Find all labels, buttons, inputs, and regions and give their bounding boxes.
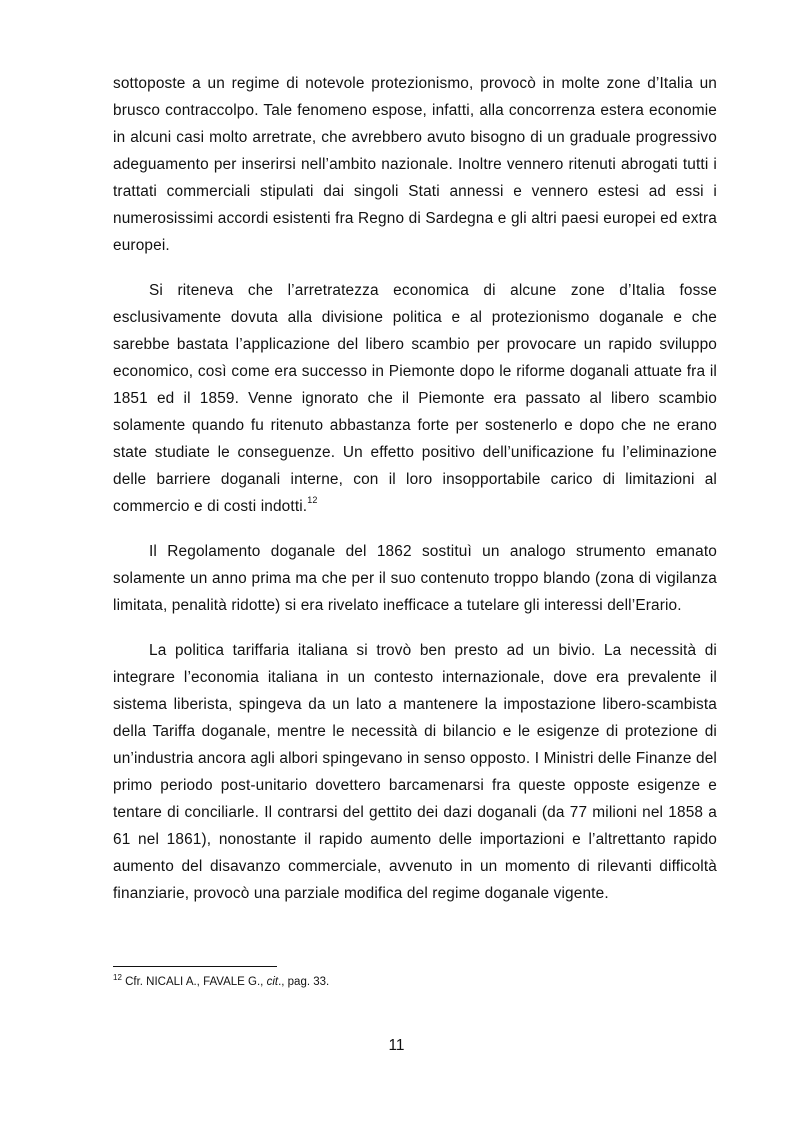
footnote-suffix: ., pag. 33.	[278, 976, 330, 988]
paragraph-3: Il Regolamento doganale del 1862 sostituì un analogo strumento emanato solamente un anno prima ma che per il suo contenuto troppo blando (zona di vigilanza limitata, penalità ridotte) si era rivelato inefficace a tutelare gli interessi dell’Erario.	[113, 543, 717, 614]
footnote-italic: cit	[266, 976, 279, 988]
footnote-divider	[113, 966, 277, 967]
footnote-prefix: Cfr. NICALI A., FAVALE G.,	[121, 976, 267, 988]
paragraph-1: sottoposte a un regime di notevole protezionismo, provocò in molte zone d’Italia un brusco contraccolpo. Tale fenomeno espose, infatti, alla concorrenza estera economie in alcuni casi molto arretrate, che avrebbero avuto bisogno di un graduale progressivo adeguamento per inserirsi nell’ambito nazionale. Inoltre vennero ritenuti abrogati tutti i trattati commerciali stipulati dai singoli Stati annessi e vennero estesi ad essi i numerosissimi accordi esistenti fra Regno di Sardegna e gli altri paesi europei ed extra europei.	[113, 75, 717, 254]
page-number: 11	[388, 1037, 405, 1054]
paragraph-2-text: Si riteneva che l’arretratezza economica di alcune zone d’Italia fosse esclusivamente dovuta alla divisione politica e al protezionismo doganale e che sarebbe bastata l’applicazione del libero scambio per provocare un rapido sviluppo economico, così come era successo in Piemonte dopo le riforme doganali attuate fra il 1851 ed il 1859. Venne ignorato che il Piemonte era passato al libero scambio solamente quando fu ritenuto abbastanza forte per sostenerlo e dopo che ne erano state studiate le conseguenze. Un effetto positivo dell’unificazione fu l’eliminazione delle barriere doganali interne, con il loro insopportabile carico di limitazioni al commercio e di costi indotti.	[113, 282, 717, 515]
paragraph-2	[113, 277, 717, 520]
footnote	[113, 974, 717, 990]
paragraph-4: La politica tariffaria italiana si trovò ben presto ad un bivio. La necessità di integrare l’economia italiana in un contesto internazionale, dove era prevalente il sistema liberista, spingeva da un lato a mantenere la impostazione libero-scambista della Tariffa doganale, mentre le necessità di bilancio e le esigenze di protezione di un’industria ancora agli albori spingevano in senso opposto. I Ministri delle Finanze del primo periodo post-unitario dovettero barcamenarsi fra queste opposte esigenze e tentare di conciliarle. Il contrarsi del gettito dei dazi doganali (da 77 milioni nel 1858 a 61 nel 1861), nonostante il rapido aumento delle importazioni e l’altrettanto rapido aumento del disavanzo commerciale, avvenuto in un momento di rilevanti difficoltà finanziarie, provocò una parziale modifica del regime doganale vigente.	[113, 642, 717, 902]
footnote-reference: 12	[307, 494, 318, 505]
document-page	[113, 70, 717, 925]
footnote-number: 12	[113, 973, 122, 983]
